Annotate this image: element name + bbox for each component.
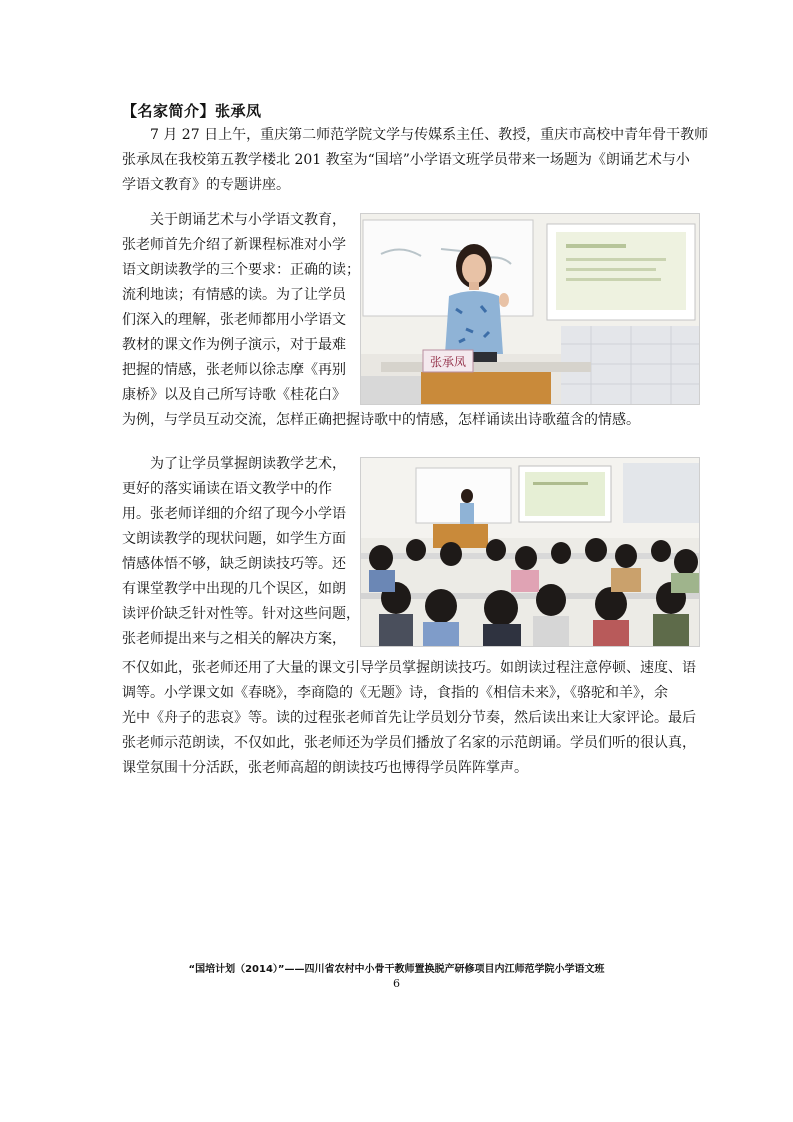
- section2-tail-line: 不仅如此，张老师还用了大量的课文引导学员掌握朗读技巧。如朗读过程注意停顿、速度、语: [122, 660, 696, 676]
- section1-tail: [122, 408, 682, 433]
- page-number: 6: [393, 977, 400, 990]
- classroom-photo-image: [361, 458, 699, 646]
- classroom-photo: [360, 457, 700, 647]
- section2-line: 情感体悟不够，缺乏朗读技巧等。还: [122, 556, 346, 572]
- section2-tail-line: 张老师示范朗读，不仅如此，张老师还为学员们播放了名家的示范朗诵。学员们听的很认真，: [122, 735, 696, 751]
- intro-paragraph: [122, 123, 709, 198]
- lecturer-photo-image: [361, 214, 699, 404]
- intro-line-1: 7 月 27 日上午，重庆第二师范学院文学与传媒系主任、教授，重庆市高校中青年骨干教师: [150, 127, 709, 143]
- section2-line: 有课堂教学中出现的几个误区，如朗: [122, 581, 346, 597]
- section1-line: 们深入的理解，张老师都用小学语文: [122, 312, 346, 328]
- footer-text: “国培计划（2014）”——四川省农村中小骨干教师置换脱产研修项目内江师范学院小学语文班: [188, 964, 605, 975]
- intro-line-3: 学语文教育》的专题讲座。: [122, 177, 290, 193]
- section2-line: 用。张老师详细的介绍了现今小学语: [122, 506, 346, 522]
- section1-line: 张老师首先介绍了新课程标准对小学: [122, 237, 346, 253]
- section2-line: 张老师提出来与之相关的解决方案，: [122, 631, 346, 647]
- section1-line: 把握的情感，张老师以徐志摩《再别: [122, 362, 346, 378]
- section1-tail-line: 为例，与学员互动交流，怎样正确把握诗歌中的情感，怎样诵读出诗歌蕴含的情感。: [122, 412, 640, 428]
- section2-tail: [122, 656, 696, 781]
- section1-paragraph: [122, 208, 360, 408]
- section2-line: 更好的落实诵读在语文教学中的作: [122, 481, 332, 497]
- section1-line: 康桥》以及自己所写诗歌《桂花白》: [122, 387, 346, 403]
- section2-line: 为了让学员掌握朗读教学艺术，: [150, 456, 346, 472]
- section-heading: 【名家简介】张承凤: [122, 102, 262, 120]
- section2-line: 文朗读教学的现状问题，如学生方面: [122, 531, 346, 547]
- section1-line: 流利地读；有情感的读。为了让学员: [122, 287, 346, 303]
- section2-tail-line: 调等。小学课文如《春晓》，李商隐的《无题》诗，食指的《相信未来》，《骆驼和羊》，余: [122, 685, 668, 701]
- section2-paragraph: [122, 452, 360, 652]
- nameplate-text: 张承凤: [429, 355, 467, 369]
- section2-line: 读评价缺乏针对性等。针对这些问题，: [122, 606, 360, 622]
- section2-tail-line: 课堂氛围十分活跃，张老师高超的朗读技巧也博得学员阵阵掌声。: [122, 760, 528, 776]
- section1-line: 教材的课文作为例子演示，对于最难: [122, 337, 346, 353]
- section1-line: 语文朗读教学的三个要求：正确的读；: [122, 262, 360, 278]
- section2-tail-line: 光中《舟子的悲哀》等。读的过程张老师首先让学员划分节奏，然后读出来让大家评论。最后: [122, 710, 696, 726]
- section1-line: 关于朗诵艺术与小学语文教育，: [150, 212, 346, 228]
- lecturer-photo: [360, 213, 700, 405]
- intro-line-2: 张承凤在我校第五教学楼北 201 教室为“国培”小学语文班学员带来一场题为《朗诵艺术与小: [122, 152, 690, 168]
